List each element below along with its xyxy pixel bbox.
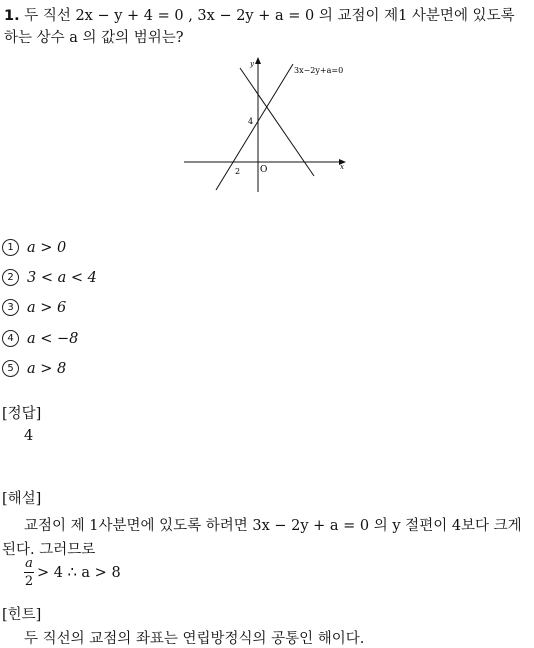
fraction-numerator: a [25,556,33,571]
option-2[interactable] [2,269,97,286]
origin-label: O [260,165,268,175]
x-tick-label: 2 [235,167,241,176]
x-axis-label: x [340,163,344,171]
answer-heading: [정답] [2,406,42,422]
option-text: a > 8 [27,360,67,377]
explanation-heading: [해설] [2,491,42,507]
y-axis-arrow [255,57,261,64]
answer-value: 4 [24,428,34,444]
graph [180,56,360,196]
option-marker-1: 1 [2,239,19,256]
fraction-denominator: 2 [24,574,34,589]
question-text-1: 두 직선 2x − y + 4 = 0 , 3x − 2y + a = 0 의 교점이 제1 사분면에 있도록 [24,8,515,24]
option-marker-2: 2 [2,269,19,286]
formula-tail: > 4 ∴ a > 8 [37,564,121,581]
line-2x-y-4 [216,64,293,190]
question-line-1 [4,4,515,25]
option-marker-4: 4 [2,330,19,347]
option-3[interactable] [2,299,66,316]
hint-text: 두 직선의 교점의 좌표는 연립방정식의 공통인 해이다. [24,631,365,647]
option-marker-5: 5 [2,360,19,377]
question-line-2: 하는 상수 a 의 값의 범위는? [4,30,184,46]
fraction-bar [24,572,34,573]
explanation-formula [24,556,121,589]
option-4[interactable] [2,330,78,347]
option-text: a > 0 [27,239,67,256]
line-label: 3x−2y+a=0 [294,66,344,75]
explanation-line-1: 교점이 제 1사분면에 있도록 하려면 3x − 2y + a = 0 의 y 절편이 4보다 크게 [24,518,522,534]
y-axis-label: y [250,60,254,68]
option-marker-3: 3 [2,299,19,316]
option-text: 3 < a < 4 [27,269,97,286]
option-text: a > 6 [27,299,67,316]
explanation-line-2: 된다. 그러므로 [2,542,96,558]
question-number: 1. [4,8,20,24]
option-1[interactable] [2,239,66,256]
fraction [24,556,34,589]
hint-heading: [힌트] [2,607,42,623]
option-text: a < −8 [27,330,79,347]
y-tick-label: 4 [248,117,254,126]
option-5[interactable] [2,360,66,377]
